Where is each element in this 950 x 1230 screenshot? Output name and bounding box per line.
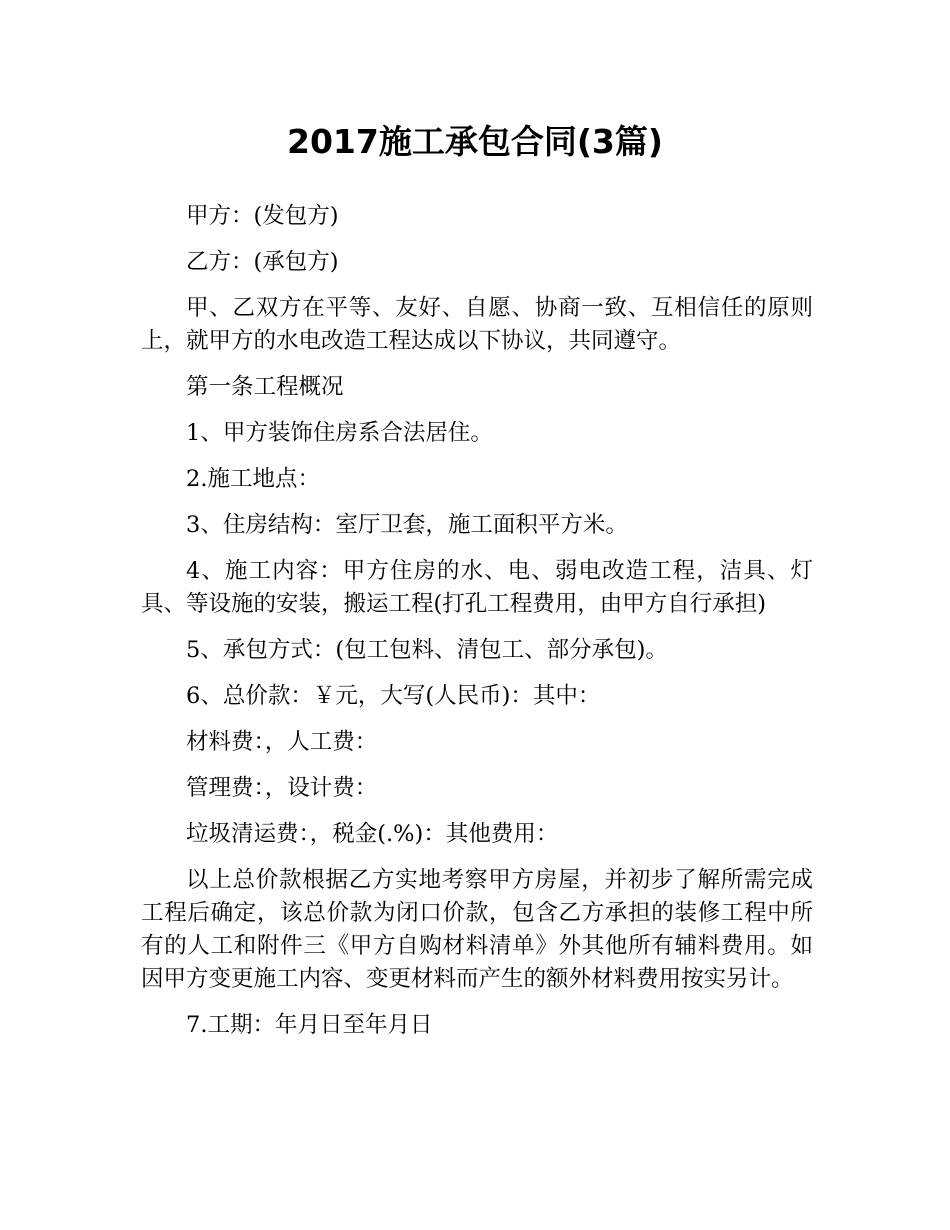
document-title: 2017施工承包合同(3篇) <box>287 122 663 161</box>
party-b-line: 乙方：(承包方) <box>186 249 339 275</box>
clause-3: 3、住房结构：室厅卫套，施工面积平方米。 <box>186 512 628 538</box>
other-fees-line: 垃圾清运费：，税金(.%)：其他费用： <box>186 821 559 847</box>
clause-6: 6、总价款：￥元，大写(人民币)：其中： <box>186 683 601 709</box>
price-explanation-paragraph: 以上总价款根据乙方实地考察甲方房屋，并初步了解所需完成工程后确定，该总价款为闭口价款，包含乙方承担的装修工程中所有的人工和附件三《甲方自购材料清单》外其他所有辅料费用。如因甲方变更施工内容、变更材料而产生的额外材料费用按实另计。 <box>141 867 813 992</box>
document-body <box>141 200 813 1055</box>
clause-4: 4、施工内容：甲方住房的水、电、弱电改造工程，洁具、灯具、等设施的安装，搬运工程(打孔工程费用，由甲方自行承担) <box>141 558 813 617</box>
clause-5: 5、承包方式：(包工包料、清包工、部分承包)。 <box>186 637 668 663</box>
party-a-line: 甲方：(发包方) <box>186 203 339 229</box>
clause-7: 7.工期：年月日至年月日 <box>186 1012 433 1038</box>
management-fee-line: 管理费：，设计费： <box>186 775 378 801</box>
material-fee-line: 材料费：，人工费： <box>186 729 378 755</box>
agreement-intro-paragraph: 甲、乙双方在平等、友好、自愿、协商一致、互相信任的原则上，就甲方的水电改造工程达成以下协议，共同遵守。 <box>141 295 813 354</box>
clause-2: 2.施工地点： <box>186 466 320 492</box>
clause-1: 1、甲方装饰住房系合法居住。 <box>186 420 493 446</box>
article-one-heading: 第一条工程概况 <box>186 374 344 400</box>
